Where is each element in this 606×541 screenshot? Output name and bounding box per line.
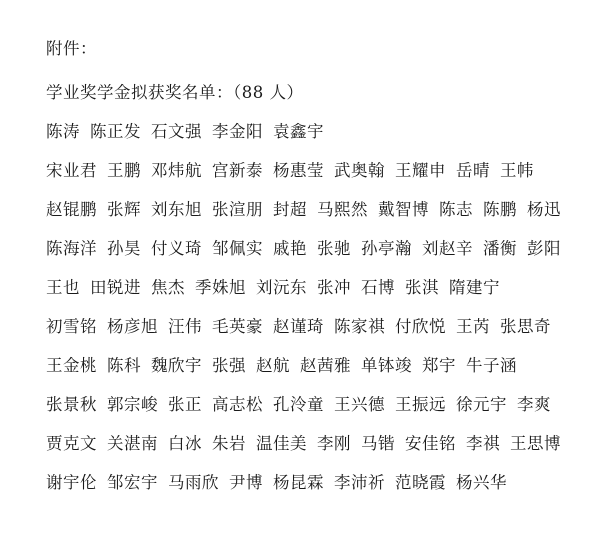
awardee-name: 杨惠莹: [273, 161, 324, 180]
awardee-name: 张强: [212, 356, 246, 375]
awardee-name: 贾克文: [46, 434, 97, 453]
awardee-name: 张冲: [317, 278, 351, 297]
awardee-name: 赵锟鹏: [46, 200, 97, 219]
name-row: [46, 156, 598, 195]
awardee-name: 宫新泰: [212, 161, 263, 180]
awardee-name: 朱岩: [212, 434, 246, 453]
awardee-name: 杨兴华: [456, 473, 507, 492]
awardee-name: 王帏: [500, 161, 534, 180]
name-row: [46, 273, 598, 312]
awardee-name: 初雪铭: [46, 317, 97, 336]
awardee-name: 陈家祺: [334, 317, 385, 336]
awardee-name: 王振远: [395, 395, 446, 414]
awardee-name: 邹佩实: [212, 239, 263, 258]
name-row: [46, 351, 598, 390]
awardee-name: 李沛祈: [334, 473, 385, 492]
awardee-name: 马熙然: [317, 200, 368, 219]
awardee-name: 孔泠童: [273, 395, 324, 414]
awardee-name: 张淇: [405, 278, 439, 297]
awardee-name: 毛英豪: [212, 317, 263, 336]
awardee-name: 杨彦旭: [107, 317, 158, 336]
awardee-name: 马雨欣: [168, 473, 219, 492]
awardee-name: 武奥翰: [334, 161, 385, 180]
awardee-name: 陈志: [439, 200, 473, 219]
awardee-name: 邹宏宇: [107, 473, 158, 492]
name-row: [46, 429, 598, 468]
awardee-name: 张辉: [107, 200, 141, 219]
awardee-name: 范晓霞: [395, 473, 446, 492]
awardee-name: 牛子涵: [466, 356, 517, 375]
awardee-name: 赵航: [256, 356, 290, 375]
awardee-name: 戚艳: [273, 239, 307, 258]
awardee-name: 陈正发: [90, 122, 141, 141]
awardee-name: 杨迅: [527, 200, 561, 219]
awardee-name: 张思奇: [500, 317, 551, 336]
awardee-name: 孙昊: [107, 239, 141, 258]
awardee-name: 谢宇伦: [46, 473, 97, 492]
awardee-name: 王也: [46, 278, 80, 297]
awardee-name: 李金阳: [212, 122, 263, 141]
awardee-name: 石文强: [151, 122, 202, 141]
awardee-name: 赵茜雅: [300, 356, 351, 375]
awardee-name: 王金桃: [46, 356, 97, 375]
awardee-name: 杨昆霖: [273, 473, 324, 492]
awardee-name: 刘赵辛: [422, 239, 473, 258]
awardee-name: 王兴德: [334, 395, 385, 414]
awardee-name: 田锐进: [90, 278, 141, 297]
awardee-name: 李爽: [517, 395, 551, 414]
name-row: [46, 195, 598, 234]
awardee-name: 安佳铭: [405, 434, 456, 453]
awardee-name: 彭阳: [527, 239, 561, 258]
awardee-name: 付欣悦: [395, 317, 446, 336]
awardee-name: 马锴: [361, 434, 395, 453]
awardee-name: 陈科: [107, 356, 141, 375]
awardee-name: 温佳美: [256, 434, 307, 453]
awardee-name: 赵谨琦: [273, 317, 324, 336]
awardee-name: 邓炜航: [151, 161, 202, 180]
awardee-name: 王芮: [456, 317, 490, 336]
awardee-name: 李祺: [466, 434, 500, 453]
awardee-name: 岳晴: [456, 161, 490, 180]
awardee-name: 尹博: [229, 473, 263, 492]
awardee-name: 郭宗峻: [107, 395, 158, 414]
awardee-name: 陈鹏: [483, 200, 517, 219]
attachment-label: 附件：: [46, 39, 97, 58]
awardee-name: 张正: [168, 395, 202, 414]
awardee-name: 单钵竣: [361, 356, 412, 375]
awardee-name: 隋建宁: [449, 278, 500, 297]
awardee-name: 李刚: [317, 434, 351, 453]
name-row: [46, 117, 598, 156]
awardee-name: 袁鑫宇: [273, 122, 324, 141]
awardee-name: 付义琦: [151, 239, 202, 258]
awardee-name: 白冰: [168, 434, 202, 453]
awardee-name: 张渲朋: [212, 200, 263, 219]
list-heading: 学业奖学金拟获奖名单：（88 人）: [46, 83, 304, 102]
awardee-name: 刘东旭: [151, 200, 202, 219]
awardee-name: 季姝旭: [195, 278, 246, 297]
awardee-name: 刘沅东: [256, 278, 307, 297]
awardee-name: 汪伟: [168, 317, 202, 336]
name-row: [46, 468, 598, 507]
awardee-name: 张驰: [317, 239, 351, 258]
name-row: [46, 390, 598, 429]
awardee-name: 陈涛: [46, 122, 80, 141]
awardee-name: 郑宇: [422, 356, 456, 375]
awardee-name: 宋业君: [46, 161, 97, 180]
document-body: [46, 34, 598, 507]
awardee-name: 潘衡: [483, 239, 517, 258]
awardee-name: 王耀申: [395, 161, 446, 180]
awardee-name: 高志松: [212, 395, 263, 414]
name-row: [46, 234, 598, 273]
awardee-name: 孙亭瀚: [361, 239, 412, 258]
awardee-name: 陈海洋: [46, 239, 97, 258]
awardee-name: 王鹏: [107, 161, 141, 180]
awardee-name: 徐元宇: [456, 395, 507, 414]
awardee-name: 张景秋: [46, 395, 97, 414]
awardee-name: 魏欣宇: [151, 356, 202, 375]
awardee-name: 石博: [361, 278, 395, 297]
awardee-name: 戴智博: [378, 200, 429, 219]
awardee-name: 王思博: [510, 434, 561, 453]
name-row: [46, 312, 598, 351]
name-list: [46, 117, 598, 507]
awardee-name: 焦杰: [151, 278, 185, 297]
awardee-name: 封超: [273, 200, 307, 219]
awardee-name: 关湛南: [107, 434, 158, 453]
